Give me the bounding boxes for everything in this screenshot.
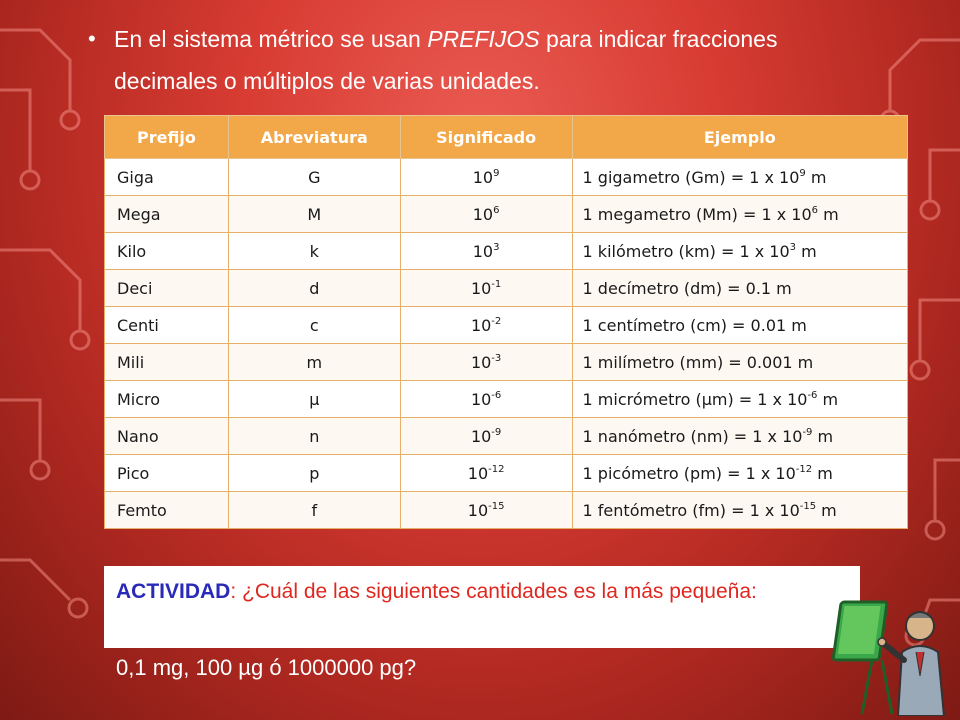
sig-exponent: -2 (491, 315, 502, 327)
cell-ejemplo (572, 196, 907, 233)
example-text: 1 centímetro (cm) = 0.01 m (582, 315, 807, 335)
table-row (105, 418, 908, 455)
sig-base: 10 (470, 315, 492, 335)
cell-abreviatura: c (228, 307, 400, 344)
example-unit: m (816, 500, 837, 520)
table-row (105, 455, 908, 492)
cell-ejemplo (572, 233, 907, 270)
intro-line-1-end: para indicar fracciones (539, 26, 778, 52)
cell-prefijo: Deci (105, 270, 229, 307)
example-text: 1 micrómetro (µm) = 1 x 10 (582, 389, 808, 409)
example-unit: m (812, 463, 833, 483)
cell-ejemplo (572, 418, 907, 455)
header-significado: Significado (400, 116, 572, 159)
example-text: 1 gigametro (Gm) = 1 x 10 (582, 167, 800, 187)
cell-prefijo: Micro (105, 381, 229, 418)
example-text: 1 nanómetro (nm) = 1 x 10 (582, 426, 803, 446)
sig-base: 10 (472, 241, 494, 261)
intro-line-1 (88, 18, 888, 60)
table-row (105, 270, 908, 307)
cell-abreviatura: n (228, 418, 400, 455)
example-exponent: 3 (789, 241, 797, 253)
cell-significado (400, 418, 572, 455)
header-ejemplo: Ejemplo (572, 116, 907, 159)
example-unit: m (805, 167, 827, 187)
cell-significado (400, 233, 572, 270)
sig-base: 10 (472, 204, 494, 224)
cell-ejemplo (572, 159, 907, 196)
activity-text: : ¿Cuál de las siguientes cantidades es la más pequeña: (230, 580, 757, 603)
teacher-with-chalkboard-icon (832, 596, 950, 716)
cell-ejemplo (572, 492, 907, 529)
sig-base: 10 (470, 426, 492, 446)
sig-exponent: -12 (488, 463, 505, 475)
table-row (105, 492, 908, 529)
table-row (105, 196, 908, 233)
cell-abreviatura: d (228, 270, 400, 307)
cell-significado (400, 344, 572, 381)
cell-prefijo: Mega (105, 196, 229, 233)
cell-abreviatura: k (228, 233, 400, 270)
cell-prefijo: Giga (105, 159, 229, 196)
sig-base: 10 (470, 389, 492, 409)
sig-exponent: 9 (493, 167, 500, 179)
example-text: 1 megametro (Mm) = 1 x 10 (582, 204, 812, 224)
question-text: 0,1 mg, 100 µg ó 1000000 pg? (116, 655, 417, 680)
cell-abreviatura: f (228, 492, 400, 529)
header-abreviatura: Abreviatura (228, 116, 400, 159)
cell-ejemplo (572, 381, 907, 418)
cell-abreviatura: p (228, 455, 400, 492)
example-exponent: -12 (795, 463, 813, 475)
cell-abreviatura: G (228, 159, 400, 196)
intro-line-1-start: En el sistema métrico se usan (114, 26, 428, 52)
sig-base: 10 (470, 352, 492, 372)
example-exponent: 9 (799, 167, 806, 179)
sig-base: 10 (467, 500, 489, 520)
cell-significado (400, 270, 572, 307)
sig-exponent: -9 (491, 426, 502, 438)
example-unit: m (817, 389, 839, 409)
intro-line-2: decimales o múltiplos de varias unidades. (114, 68, 540, 94)
cell-prefijo: Nano (105, 418, 229, 455)
example-unit: m (796, 241, 817, 261)
table-row (105, 381, 908, 418)
cell-ejemplo (572, 344, 907, 381)
sig-base: 10 (467, 463, 489, 483)
example-text: 1 decímetro (dm) = 0.1 m (582, 278, 792, 298)
cell-significado (400, 492, 572, 529)
cell-significado (400, 159, 572, 196)
intro-emphasis: PREFIJOS (427, 26, 540, 52)
cell-significado (400, 455, 572, 492)
activity-label: ACTIVIDAD (116, 580, 231, 603)
example-text: 1 kilómetro (km) = 1 x 10 (582, 241, 790, 261)
sig-exponent: -15 (488, 500, 505, 512)
table-row (105, 344, 908, 381)
cell-ejemplo (572, 307, 907, 344)
prefix-table (104, 115, 908, 529)
cell-ejemplo (572, 270, 907, 307)
sig-exponent: -1 (491, 278, 502, 290)
cell-prefijo: Centi (105, 307, 229, 344)
cell-significado (400, 381, 572, 418)
table-header-row (105, 116, 908, 159)
activity-box (104, 566, 860, 648)
cell-abreviatura: m (228, 344, 400, 381)
cell-prefijo: Pico (105, 455, 229, 492)
sig-exponent: -3 (491, 352, 502, 364)
table-row (105, 307, 908, 344)
example-text: 1 milímetro (mm) = 0.001 m (582, 352, 814, 372)
example-text: 1 fentómetro (fm) = 1 x 10 (582, 500, 800, 520)
example-exponent: -9 (802, 426, 813, 438)
cell-significado (400, 196, 572, 233)
cell-abreviatura: µ (228, 381, 400, 418)
sig-base: 10 (472, 167, 494, 187)
example-unit: m (818, 204, 839, 224)
intro-text (88, 18, 888, 102)
sig-exponent: 6 (493, 204, 500, 216)
example-exponent: -6 (807, 389, 818, 401)
example-exponent: 6 (811, 204, 818, 216)
cell-ejemplo (572, 455, 907, 492)
bullet: • (88, 26, 96, 51)
cell-prefijo: Femto (105, 492, 229, 529)
cell-prefijo: Mili (105, 344, 229, 381)
cell-prefijo: Kilo (105, 233, 229, 270)
sig-base: 10 (470, 278, 492, 298)
header-prefijo: Prefijo (105, 116, 229, 159)
example-unit: m (812, 426, 834, 446)
example-text: 1 picómetro (pm) = 1 x 10 (582, 463, 796, 483)
table-row (105, 159, 908, 196)
cell-abreviatura: M (228, 196, 400, 233)
cell-significado (400, 307, 572, 344)
sig-exponent: -6 (491, 389, 502, 401)
sig-exponent: 3 (493, 241, 500, 253)
table-row (105, 233, 908, 270)
example-exponent: -15 (799, 500, 817, 512)
